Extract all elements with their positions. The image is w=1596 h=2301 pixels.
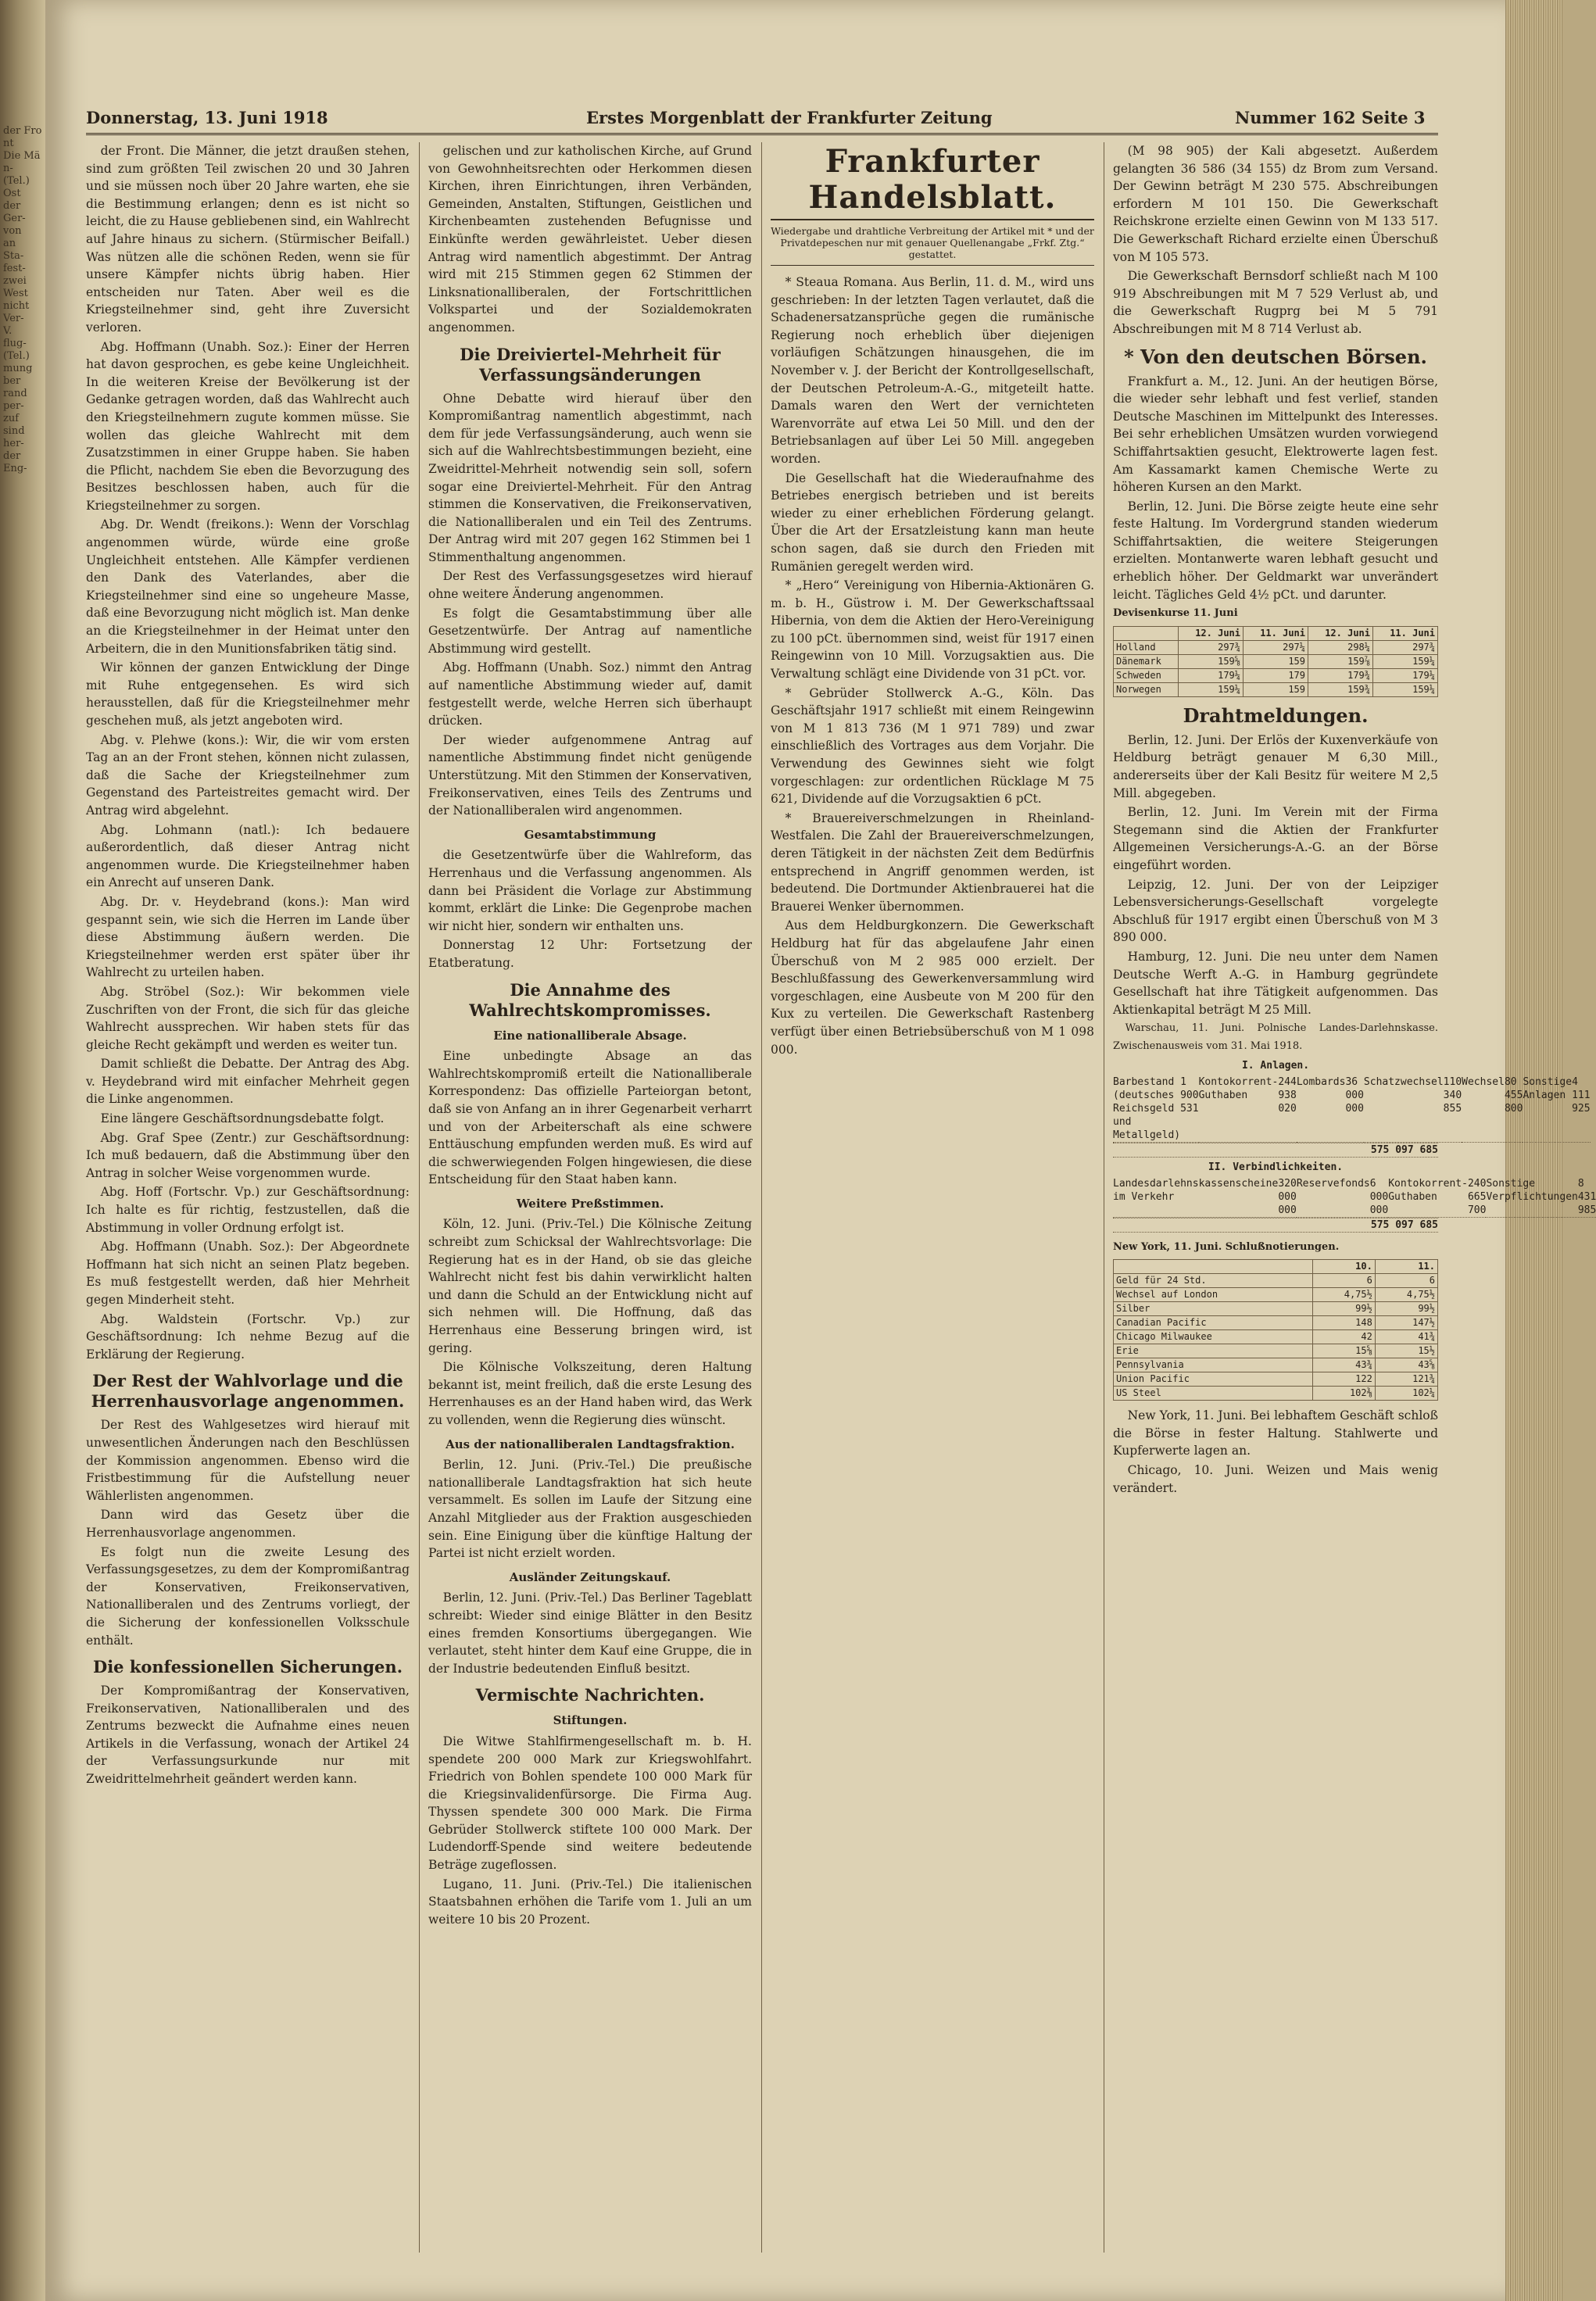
column-1: [86, 142, 410, 2253]
paragraph: Abg. Waldstein (Fortschr. Vp.) zur Geschäftsordnung: Ich nehme Bezug auf die Erklärung der Regierung.: [86, 1312, 410, 1362]
table-row: [1114, 1372, 1438, 1387]
column-rule: [761, 142, 762, 2253]
paragraph: Abg. Ströbel (Soz.): Wir bekommen viele Zuschriften von der Front, die sich für das gleiche Wahlrecht aussprechen. Wir haben stets für das gleiche Recht gekämpft und werden es weiter tun.: [86, 984, 410, 1052]
table-cell: 4,75½: [1375, 1288, 1437, 1302]
paragraph: Es folgt nun die zweite Lesung des Verfassungsgesetzes, zu dem der Kompromißantrag der Konservativen, Freikonservativen, Nationalliberalen und des Zentrums vorliegt, der die Sicherung der konfessionellen Volksschule enthält.: [86, 1544, 410, 1648]
paragraph: Chicago, 10. Juni. Weizen und Mais wenig verändert.: [1113, 1462, 1438, 1495]
paragraph: (M 98 905) der Kali abgesetzt. Außerdem gelangten 36 586 (34 155) dz Brom zum Versand. Der Gewinn beträgt M 230 575. Abschreibungen erfordern M 101 150. Die Gewerkschaft Reichskrone erzielte einen Gewinn von M 133 517. Die Gewerkschaft Richard erzielte einen Überschuß von M 105 573.: [1113, 144, 1438, 264]
ny-body: [1114, 1274, 1438, 1401]
table-cell: Schweden: [1114, 668, 1179, 682]
paragraph: * Steaua Romana. Aus Berlin, 11. d. M., wird uns geschrieben: In der letzten Tagen verlautet, daß die Schadenersatzansprüche gegen die rumänische Regierung noch erheblich über diejenigen vorläufigen Schätzungen hinausgehen, die im November v. J. der Bericht der Kontrollgesellschaft, der Deutschen Petroleum-A.-G., mitgeteilt hatte. Damals waren den Wert der vernichteten Warenvorräte auf etwa Lei 50 Mill. und den der Betriebsanlagen auf über Lei 50 Mill. angegeben worden.: [771, 275, 1094, 466]
devisen-table: [1113, 626, 1438, 697]
table-cell: 148: [1312, 1316, 1375, 1330]
balance-amount: 8 431 985: [1577, 1177, 1596, 1216]
balance-liabilities-title: II. Verbindlichkeiten.: [1208, 1161, 1344, 1173]
new-york-table: [1113, 1259, 1438, 1401]
balance-line: [1523, 1075, 1590, 1143]
column-4: [1113, 142, 1596, 2253]
balance-line: [1113, 1177, 1297, 1218]
paragraph: Abg. Dr. Wendt (freikons.): Wenn der Vorschlag angenommen würde, würde eine große Ungleichheit entstehen. Alle Kämpfer verdienen den Dank des Vaterlandes, aber die Kriegsteilnehmer sind eine so ungeheure Masse, daß eine Bevorzugung nicht möglich ist. Man denke an die Kriegsteilnehmer in der Heimat unter den Arbeitern, die in den Munitionsfabriken tätig sind.: [86, 517, 410, 656]
table-row: [1114, 1330, 1438, 1344]
paragraph: * Brauereiverschmelzungen in Rheinland-Westfalen. Die Zahl der Brauereiverschmelzungen, deren Tätigkeit in der nächsten Zeit dem Bedürfnis entsprechend in Angriff genommen werden, ist bedeutend. Die Dortmunder Aktienbrauerei hat die Brauerei Wenker übernommen.: [771, 811, 1094, 914]
paragraph: Berlin, 12. Juni. Die Börse zeigte heute eine sehr feste Haltung. Im Vordergrund standen wiederum Schiffahrtsaktien, die weitere Steigerungen erzielten. Montanwerte waren lebhaft gesucht und erheblich höher. Der Geldmarkt war unverändert leicht. Tägliches Geld 4½ pCt. und darunter.: [1113, 499, 1438, 602]
balance-line: [1462, 1075, 1523, 1143]
paragraph: Lugano, 11. Juni. (Priv.-Tel.) Die italienischen Staatsbahnen erhöhen die Tarife vom 1. Juli an um weitere 10 bis 20 Prozent.: [428, 1877, 752, 1927]
table-cell: 43¾: [1312, 1358, 1375, 1372]
paragraph: Abg. Dr. v. Heydebrand (kons.): Man wird gespannt sein, wie sich die Herren im Lande über diese Abstimmung äußern werden. Die Kriegsteilnehmer werden erst später über ihr Wahlrecht zu urteilen haben.: [86, 894, 410, 980]
page-stack-edge: [1505, 0, 1563, 2301]
paragraph: Aus dem Heldburgkonzern. Die Gewerkschaft Heldburg hat für das abgelaufene Jahr einen Überschuß von M 2 985 000 erzielt. Der Beschlußfassung des Gewerkenversammlung wird vorgeschlagen, eine Ausbeute von M 200 für den Kux zu verteilen. Die Gewerkschaft Rastenberg verfügt über einen Betriebsüberschuß von M 1 098 000.: [771, 918, 1094, 1057]
paragraph: Es folgt die Gesamtabstimmung über alle Gesetzentwürfe. Der Antrag auf namentliche Abstimmung wird gestellt.: [428, 606, 752, 656]
column-1-paragraphs: [86, 142, 410, 1363]
column-2-section-7: [428, 1733, 752, 1929]
balance-assets-title: I. Anlagen.: [1241, 1059, 1310, 1072]
column-2: [428, 142, 752, 2253]
paragraph: die Gesetzentwürfe über die Wahlreform, das Herrenhaus und die Verfassung angenommen. Als dann bei Präsident die Vorlage zur Abstimmung kommt, erklärt die Linke: Die Gegenprobe machen wir nicht hier, sondern wir enthalten uns.: [428, 848, 752, 933]
paragraph: Abg. Hoffmann (Unabh. Soz.): Der Abgeordnete Hoffmann hat sich nicht an seinen Platz begeben. Es muß festgestellt werden, daß hier Mehrheit gegen Minderheit steht.: [86, 1240, 410, 1307]
heading-drahtmeldungen: Drahtmeldungen.: [1183, 703, 1369, 727]
table-cell: Erie: [1114, 1344, 1313, 1358]
paragraph: Köln, 12. Juni. (Priv.-Tel.) Die Kölnische Zeitung schreibt zum Schicksal der Wahlrechtsvorlage: Die Regierung hat es in der Hand, ob sie das gleiche Wahlrecht nicht fest bis dahin verwirklicht halten und dann die Schuld an der Entwicklung nicht auf sich nehmen will. Die Hoffnung, daß das Herrenhaus eine Besserung bringen wird, ist gering.: [428, 1217, 752, 1355]
balance-line: [1388, 1177, 1486, 1218]
paragraph: Berlin, 12. Juni. (Priv.-Tel.) Die preußische nationalliberale Landtagsfraktion hat sich heute versammelt. Es sollen im Laufe der Sitzung eine Anzahl Mitglieder aus der Fraktion ausgeschieden sein. Eine Einigung über die künftige Haltung der Partei ist nicht erzielt worden.: [428, 1458, 752, 1561]
heading-vermischte-nachrichten: Vermischte Nachrichten.: [475, 1685, 705, 1705]
table-row: [1114, 1316, 1438, 1330]
column-2-section-5: [428, 1456, 752, 1562]
column-2-section-3: [428, 1047, 752, 1189]
table-cell: 121¾: [1375, 1372, 1437, 1387]
heading-konfessionelle-sicherungen: Die konfessionellen Sicherungen.: [92, 1657, 403, 1677]
paragraph: Berlin, 12. Juni. Im Verein mit der Firma Stegemann sind die Aktien der Frankfurter Allgemeinen Versicherungs-A.-G. an der Börse eingeführt worden.: [1113, 805, 1438, 872]
balance-line: [1199, 1075, 1297, 1143]
paragraph: Abg. Hoffmann (Unabh. Soz.) nimmt den Antrag auf namentliche Abstimmung wieder auf, damit festgestellt werde, welche Herren sich überhaupt drücken.: [428, 660, 752, 728]
balance-amount: 36 000 000: [1345, 1075, 1364, 1115]
table-cell: 102¼: [1375, 1387, 1437, 1401]
column-rule: [419, 142, 420, 2253]
subheading-stiftungen: Stiftungen.: [553, 1713, 628, 1728]
table-cell: 159⅞: [1308, 654, 1373, 668]
table-row: [1114, 1344, 1438, 1358]
table-cell: 159⅝: [1179, 654, 1244, 668]
paragraph: Abg. v. Plehwe (kons.): Wir, die wir vom ersten Tag an an der Front stehen, können nicht zulassen, daß die Sache der Kriegsteilnehmer zum Gegenstand des Parteistreites gemacht wird. Der Antrag wird abgelehnt.: [86, 732, 410, 818]
table-cell: US Steel: [1114, 1387, 1313, 1401]
column-4-top: [1113, 142, 1438, 338]
table-cell: Dänemark: [1114, 654, 1179, 668]
table-cell: Union Pacific: [1114, 1372, 1313, 1387]
paragraph: Der Rest des Verfassungsgesetzes wird hierauf ohne weitere Änderung angenommen.: [428, 569, 752, 602]
masthead-page: Seite 3: [1362, 108, 1426, 127]
table-row: [1114, 1288, 1438, 1302]
table-header-cell: 11. Juni: [1244, 626, 1308, 640]
balance-label: Sonstige Verpflichtungen: [1486, 1177, 1578, 1203]
table-cell: 159¼: [1373, 682, 1438, 696]
table-cell: Silber: [1114, 1302, 1313, 1316]
table-cell: Wechsel auf London: [1114, 1288, 1313, 1302]
table-cell: Holland: [1114, 640, 1179, 654]
table-cell: 147½: [1375, 1316, 1437, 1330]
table-cell: 6: [1375, 1274, 1437, 1288]
paragraph: Wir können der ganzen Entwicklung der Dinge mit Ruhe entgegensehen. Es wird sich herausstellen, daß für die Kriegsteilnehmer mehr geschehen muß, als jetzt angeboten wird.: [86, 660, 410, 728]
paragraph: New York, 11. Juni. Bei lebhaftem Geschäft schloß die Börse in fester Haltung. Stahlwerte und Kupferwerte lagen an.: [1113, 1408, 1438, 1458]
balance-line: [1297, 1075, 1364, 1143]
paragraph: Die Kölnische Volkszeitung, deren Haltung bekannt ist, meint freilich, daß die erste Lesung des Herrenhauses es an der Hand haben wird, das Werk zu vollenden, wenn die Regierung dies wünscht.: [428, 1360, 752, 1427]
devisen-header-row: [1114, 626, 1438, 640]
table-header-cell: 10.: [1312, 1260, 1375, 1274]
paragraph: Abg. Hoffmann (Unabh. Soz.): Einer der Herren hat davon gesprochen, es gebe keine Ungleichheit. In die weiteren Kreise der Bevölkerung ist der Gedanke getragen worden, daß das Wahlrecht auch den Kriegsteilnehmern zugute kommen müsse. Sie wollen das gleiche Wahlrecht mit dem Zusatzstimmen in einer Gruppe haben. Sie haben die Pflicht, nachdem Sie eben die Bevorzugung des Besitzes beschlossen haben, auch für die Kriegsteilnehmer zu sorgen.: [86, 339, 410, 513]
heading-deutsche-boersen: * Von den deutschen Börsen.: [1124, 345, 1427, 368]
table-row: [1114, 1302, 1438, 1316]
table-cell: 159: [1244, 682, 1308, 696]
balance-label: Barbestand (deutsches Reichsgeld und Metallgeld): [1113, 1075, 1181, 1141]
devisen-title: Devisenkurse 11. Juni: [1113, 607, 1238, 620]
paragraph: * Gebrüder Stollwerck A.-G., Köln. Das Geschäftsjahr 1917 schließt mit einem Reingewinn von M 1 813 736 (M 1 971 789) und zwar einschließlich des Vortrages aus dem Vorjahr. Die Verwendung des Gewinnes sieht wie folgt vorgeschlagen: zur ordentlichen Rücklage M 75 621, Dividende auf die Vorzugsaktien 6 pCt.: [771, 685, 1094, 807]
paragraph: Frankfurt a. M., 12. Juni. An der heutigen Börse, die wieder sehr lebhaft und fest verlief, standen Deutsche Maschinen im Mittelpunkt des Interesses. Bei sehr erheblichen Umsätzen wurden vorwiegend Schiffahrtsaktien gesucht, Elektrowerte lagen fest. Am Kassamarkt kamen Chemische Werte zu höheren Kursen an den Markt.: [1113, 374, 1438, 495]
balance-amount: 4 111 925: [1572, 1075, 1591, 1115]
balance-assets: [1113, 1075, 1591, 1143]
balance-amount: 244 938 020: [1278, 1075, 1297, 1115]
masthead-number: Nummer 162: [1235, 108, 1356, 127]
heading-gesamtabstimmung: Gesamtabstimmung: [524, 827, 657, 842]
reprint-notice: Wiedergabe und drahtliche Verbreitung der Artikel mit * und der Privatdepeschen nur mit genauer Quellenangabe „Frkf. Ztg.“ gestattet.: [771, 225, 1094, 266]
column-2-section-6: [428, 1589, 752, 1677]
balance-line: [1486, 1177, 1596, 1218]
table-cell: Chicago Milwaukee: [1114, 1330, 1313, 1344]
column-4-boersen: [1113, 373, 1438, 604]
balance-label: Kontokorrent-Guthaben: [1198, 1075, 1279, 1101]
column-2-section-2: [428, 846, 752, 972]
devisen-body: [1114, 640, 1438, 696]
masthead-date: Donnerstag, 13. Juni 1918: [86, 108, 328, 127]
table-header-cell: [1114, 626, 1179, 640]
balance-label: Kontokorrent-Guthaben: [1388, 1177, 1468, 1203]
table-cell: Geld für 24 Std.: [1114, 1274, 1313, 1288]
balance-label: Lombards: [1296, 1075, 1346, 1088]
balance-amount: 110 340 855: [1443, 1075, 1462, 1115]
table-cell: 41¾: [1375, 1330, 1437, 1344]
ny-title: New York, 11. Juni. Schlußnotierungen.: [1113, 1240, 1340, 1253]
heading-landtagsfraktion: Aus der nationalliberalen Landtagsfraktion.: [446, 1437, 735, 1451]
paragraph: Der Kompromißantrag der Konservativen, Freikonservativen, Nationalliberalen und des Zentrums bezweckt die Aufnahme eines neuen Artikels in die Verfassung, wonach der Artikel 24 der Verfassungsurkunde nur mit Zweidrittelmehrheit geändert werden kann.: [86, 1684, 410, 1787]
balance-label: Schatzwechsel: [1363, 1075, 1444, 1088]
paragraph: Berlin, 12. Juni. Der Erlös der Kuxenverkäufe von Heldburg beträgt genauer M 6,30 Mill., andererseits über der Kali Besitz für weitere M 2,5 Mill. abgegeben.: [1113, 732, 1438, 800]
paragraph: gelischen und zur katholischen Kirche, auf Grund von Gewohnheitsrechten oder Herkommen diesen Kirchen, ihren Einrichtungen, ihren Verbänden, Gemeinden, Anstalten, Stiftungen, Geistlichen und Kirchenbeamten zustehenden Befugnisse und Einkünfte werden gewährleistet. Ueber diesen Antrag wird namentlich abgestimmt. Der Antrag wird mit 215 Stimmen gegen 62 Stimmen der Linksnationalliberalen, der Fortschrittlichen Volkspartei und der Sozialdemokraten angenommen.: [428, 144, 752, 335]
balance-amount: 240 665 700: [1467, 1177, 1487, 1216]
table-cell: 297¾: [1373, 640, 1438, 654]
balance-liabilities-total: 575 097 685: [1113, 1218, 1438, 1233]
balance-sheet: [1113, 1059, 1596, 1233]
table-row: [1114, 1387, 1438, 1401]
table-cell: 15½: [1375, 1344, 1437, 1358]
heading-dreiviertel-mehrheit: Die Dreiviertel-Mehrheit für Verfassungsänderungen: [460, 344, 721, 385]
balance-amount: 6 000 000: [1369, 1177, 1389, 1216]
table-cell: 297¼: [1244, 640, 1308, 654]
table-cell: 159: [1244, 654, 1308, 668]
paragraph: Der wieder aufgenommene Antrag auf namentliche Abstimmung findet nicht genügende Unterstützung. Mit den Stimmen der Konservativen, Freikonservativen, eines Teils des Zentrums und der Nationalliberalen wird angenommen.: [428, 732, 752, 818]
table-cell: 6: [1312, 1274, 1375, 1288]
paragraph: Abg. Hoff (Fortschr. Vp.) zur Geschäftsordnung: Ich halte es für richtig, festzustellen, daß die Abstimmung in voller Ordnung erfolgt ist.: [86, 1185, 410, 1235]
balance-label: Landesdarlehnskassenscheine im Verkehr: [1113, 1177, 1279, 1203]
paragraph: Abg. Lohmann (natl.): Ich bedauere außerordentlich, daß dieser Antrag nicht angenommen wurde. Die Kriegsteilnehmer haben ein Anrecht auf unseren Dank.: [86, 822, 410, 890]
balance-liabilities: [1113, 1177, 1596, 1218]
column-2-section-4: [428, 1215, 752, 1429]
heading-annahme-wahlrechtskompromiss: Die Annahme des Wahlrechtskompromisses.: [469, 979, 711, 1020]
balance-amount: 80 455 800: [1504, 1075, 1523, 1115]
table-header-cell: 12. Juni: [1308, 626, 1373, 640]
paragraph: Hamburg, 12. Juni. Die neu unter dem Namen Deutsche Werft A.-G. in Hamburg gegründete Gesellschaft hat ihre Tätigkeit aufgenommen. Das Aktienkapital beträgt M 25 Mill.: [1113, 949, 1438, 1017]
column-3: [771, 142, 1094, 2253]
balance-label: Reservefonds: [1296, 1177, 1370, 1190]
table-cell: 15⅝: [1312, 1344, 1375, 1358]
paragraph: Ohne Debatte wird hierauf über den Kompromißantrag namentlich abgestimmt, nach dem für jede Verfassungsänderung, auch wenn sie sich auf die Wahlrechtsbestimmungen bezieht, eine Zweidrittel-Mehrheit notwendig sein soll, sofern sogar eine Dreiviertel-Mehrheit. Für den Antrag stimmen die Konservativen, die Freikonservativen, die Nationalliberalen und ein Teil des Zentrums. Der Antrag wird mit 207 gegen 162 Stimmen bei 1 Stimmenthaltung angenommen.: [428, 391, 752, 564]
table-cell: 99½: [1312, 1302, 1375, 1316]
table-cell: 42: [1312, 1330, 1375, 1344]
table-cell: 298¼: [1308, 640, 1373, 654]
column-1-after-heading2: [86, 1682, 410, 1788]
column-2-section-1: [428, 390, 752, 820]
table-header-cell: [1114, 1260, 1313, 1274]
paragraph: Eine unbedingte Absage an das Wahlrechtskompromiß erteilt die Nationalliberale Korrespondenz: Das offizielle Parteiorgan betont, daß sie von Anfang an in ihrer Gegenarbeit verharrt und von der Arbeiterschaft als eine schwere Enttäuschung empfunden werden muß. Es wird auf die schwerwiegenden Folgen hingewiesen, die diese Entscheidung für den Staat haben kann.: [428, 1049, 752, 1187]
table-cell: 159¼: [1179, 682, 1244, 696]
heading-zeitungskauf: Ausländer Zeitungskauf.: [509, 1569, 671, 1584]
table-cell: Pennsylvania: [1114, 1358, 1313, 1372]
heading-pressestimmen: Weitere Preßstimmen.: [516, 1196, 664, 1211]
balance-label: Sonstige Anlagen: [1523, 1075, 1573, 1101]
table-cell: 159¼: [1373, 654, 1438, 668]
balance-line: [1364, 1075, 1462, 1143]
paragraph: der Front. Die Männer, die jetzt draußen stehen, sind zum größten Teil zwischen 20 und 30 Jahren und sie müssen noch über 20 Jahre warten, ehe sie die Bestimmung erlangen; denn es ist nicht so leicht, die zu Hause gebliebenen sind, ein Wahlrecht auf Jahre hinaus zu sichern. (Stürmischer Beifall.) Was nützen alle die schönen Reden, wenn sie für unsere Kämpfer nichts übrig haben. Hier entscheiden nur Taten. Aber weil es die Kriegsteilnehmer sind, geht ihre Zuversicht verloren.: [86, 144, 410, 335]
balance-amount: 1 900 531: [1180, 1075, 1199, 1115]
spine-fragment-text: der Front Die Män- (Tel.) Ost der Ger- von an Sta- fest- zwei West nicht Ver- V. flug- (Tel.) mung ber rand per- zuf sind her- der Eng-: [3, 125, 42, 474]
book-spine: [0, 0, 45, 2301]
table-cell: 43⅝: [1375, 1358, 1437, 1372]
balance-label: Wechsel: [1462, 1075, 1505, 1088]
table-header-cell: 12. Juni: [1179, 626, 1244, 640]
table-row: [1114, 640, 1438, 654]
column-4-tail: [1113, 1407, 1438, 1497]
table-cell: Canadian Pacific: [1114, 1316, 1313, 1330]
column-1-after-heading1: [86, 1416, 410, 1649]
table-cell: 179¼: [1179, 668, 1244, 682]
table-header-cell: 11. Juni: [1373, 626, 1438, 640]
column-2-paragraphs: [428, 142, 752, 337]
balance-assets-total: 575 097 685: [1113, 1143, 1438, 1158]
heading-wahlvorlage: Der Rest der Wahlvorlage und die Herrenhausvorlage angenommen.: [91, 1371, 405, 1412]
paragraph: Damit schließt die Debatte. Der Antrag des Abg. v. Heydebrand wird mit einfacher Mehrheit gegen die Linke angenommen.: [86, 1057, 410, 1107]
paragraph: Donnerstag 12 Uhr: Fortsetzung der Etatberatung.: [428, 938, 752, 970]
table-cell: Norwegen: [1114, 682, 1179, 696]
table-cell: 179: [1244, 668, 1308, 682]
table-row: [1114, 1274, 1438, 1288]
table-cell: 159¾: [1308, 682, 1373, 696]
paragraph: Leipzig, 12. Juni. Der von der Leipziger Lebensversicherungs-Gesellschaft vorgelegte Abschluß für 1917 ergibt einen Überschuß von M 3 890 000.: [1113, 877, 1438, 945]
table-cell: 122: [1312, 1372, 1375, 1387]
ny-header-row: [1114, 1260, 1438, 1274]
paragraph: Die Gesellschaft hat die Wiederaufnahme des Betriebes energisch betrieben und ist bereits wieder zu einer erheblichen Förderung gelangt. Über die Art der Ersatzleistung kann man heute schon sagen, daß sie durch den Frieden mit Rumänien geregelt werden wird.: [771, 471, 1094, 574]
subheading-nationalliberale-absage: Eine nationalliberale Absage.: [493, 1028, 687, 1043]
paragraph: Eine längere Geschäftsordnungsdebatte folgt.: [100, 1111, 385, 1126]
paragraph: Die Witwe Stahlfirmengesellschaft m. b. H. spendete 200 000 Mark zur Kriegswohlfahrt. Friedrich von Bohlen spendete 100 000 Mark für die Kriegsinvalidenfürsorge. Die Firma Aug. Thyssen spendete 300 000 Mark. Die Firma Gebrüder Stollwerck stiftete 100 000 Mark. Der Ludendorff-Spende sind weitere bedeutende Beträge zugeflossen.: [428, 1734, 752, 1873]
table-cell: 4,75½: [1312, 1288, 1375, 1302]
table-cell: 179¼: [1373, 668, 1438, 682]
balance-line: [1113, 1075, 1199, 1143]
balance-line: [1297, 1177, 1388, 1218]
masthead-paper: Erstes Morgenblatt der Frankfurter Zeitung: [586, 108, 993, 127]
table-header-cell: 11.: [1375, 1260, 1437, 1274]
table-cell: 99½: [1375, 1302, 1437, 1316]
masthead: [86, 105, 1438, 135]
table-row: [1114, 654, 1438, 668]
table-row: [1114, 668, 1438, 682]
column-3-paragraphs: [771, 274, 1094, 1058]
balance-amount: 320 000 000: [1278, 1177, 1297, 1216]
paragraph: Dann wird das Gesetz über die Herrenhausvorlage angenommen.: [86, 1508, 410, 1540]
table-cell: 297¾: [1179, 640, 1244, 654]
handelsblatt-title: Frankfurter Handelsblatt.: [771, 144, 1094, 220]
paragraph: * „Hero“ Vereinigung von Hibernia-Aktionären G. m. b. H., Güstrow i. M. Der Gewerkschaftssaal Hibernia, von dem die Aktien der Hero-Vereinigung zu 100 pCt. übernommen sind, weist für 1917 einen Reingewinn von 10 Mill. Vorzugsaktien aus. Die Verwaltung schlägt eine Dividende von 31 pCt. vor.: [771, 578, 1094, 682]
table-cell: 179¾: [1308, 668, 1373, 682]
paragraph: Der Rest des Wahlgesetzes wird hierauf mit unwesentlichen Änderungen nach den Beschlüssen der Kommission angenommen. Ebenso wird die Fristbestimmung für die Aufstellung neuer Wählerlisten angenommen.: [86, 1418, 410, 1503]
paragraph: Berlin, 12. Juni. (Priv.-Tel.) Das Berliner Tageblatt schreibt: Wieder sind einige Blätter in den Besitz eines fremden Konsortiums übergegangen. Wie verlautet, steht hinter dem Kauf eine Gruppe, die in der Industrie bedeutenden Einfluß besitzt.: [428, 1591, 752, 1676]
table-row: [1114, 682, 1438, 696]
column-4-drahtmeldungen: [1113, 732, 1438, 1019]
table-row: [1114, 1358, 1438, 1372]
warschau-report: Warschau, 11. Juni. Polnische Landes-Darlehnskasse. Zwischenausweis vom 31. Mai 1918.: [1113, 1022, 1438, 1052]
paragraph: Die Gewerkschaft Bernsdorf schließt nach M 100 919 Abschreibungen mit M 7 529 Verlust ab, und die Gewerkschaft Rugprg bei M 5 791 Abschreibungen mit M 8 714 Verlust ab.: [1113, 269, 1438, 336]
table-cell: 102⅜: [1312, 1387, 1375, 1401]
paragraph: Abg. Graf Spee (Zentr.) zur Geschäftsordnung: Ich muß bedauern, daß die Abstimmung über den Antrag in solcher Weise vorgenommen wurde.: [86, 1130, 410, 1180]
